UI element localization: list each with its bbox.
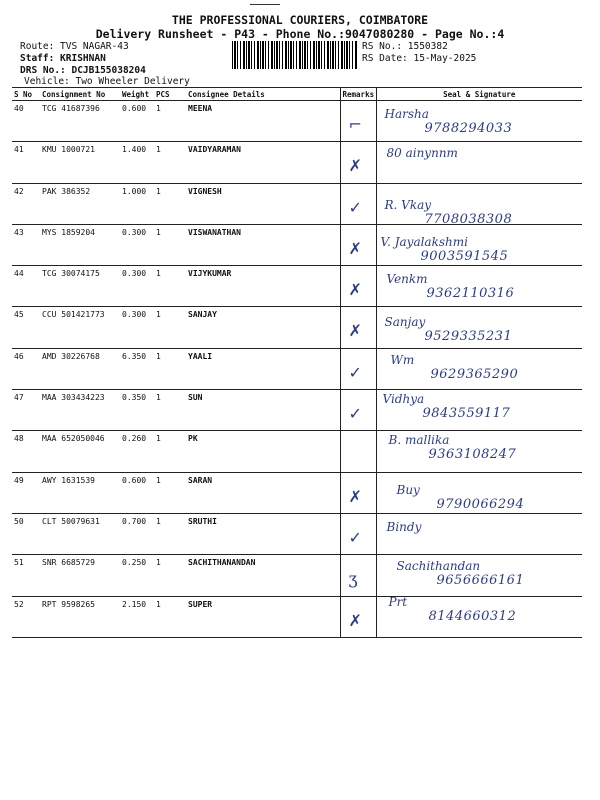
- cell-signature: [376, 596, 582, 637]
- cell-pcs: 1: [154, 472, 186, 513]
- cell-consignment-no: MAA 303434223: [40, 390, 120, 431]
- cell-sno: 50: [12, 513, 40, 554]
- cell-consignment-no: TCG 41687396: [40, 101, 120, 142]
- handwritten-signature: [385, 198, 513, 227]
- handwritten-signature: [381, 235, 509, 264]
- signature-phone: 7708038308: [424, 211, 513, 227]
- signature-phone: 8144660312: [428, 608, 517, 624]
- col-header-signature: Seal & Signature: [376, 88, 582, 101]
- cell-weight: 0.260: [120, 431, 154, 472]
- cell-consignee: MEENA: [186, 101, 340, 142]
- cell-consignee: VISWANATHAN: [186, 224, 340, 265]
- signature-name: Wm: [390, 352, 415, 367]
- cell-sno: 52: [12, 596, 40, 637]
- handwritten-signature: [387, 146, 458, 175]
- cell-sno: 42: [12, 183, 40, 224]
- cell-consignment-no: RPT 9598265: [40, 596, 120, 637]
- cell-sno: 43: [12, 224, 40, 265]
- col-header-consignee: Consignee Details: [186, 88, 340, 101]
- cell-remarks: [340, 142, 376, 183]
- cell-consignee: PK: [186, 431, 340, 472]
- cell-sno: 45: [12, 307, 40, 348]
- cell-sno: 46: [12, 348, 40, 389]
- cell-consignee: SARAN: [186, 472, 340, 513]
- cell-signature: [376, 472, 582, 513]
- cell-remarks: [340, 431, 376, 472]
- col-header-consignment: Consignment No: [40, 88, 120, 101]
- signature-name: R. Vkay: [384, 197, 432, 212]
- col-header-weight: Weight: [120, 88, 154, 101]
- cell-pcs: 1: [154, 224, 186, 265]
- remark-tick-mark: ʒ: [348, 569, 358, 589]
- signature-name: B. mallika: [388, 433, 450, 448]
- cell-sno: 49: [12, 472, 40, 513]
- cell-pcs: 1: [154, 101, 186, 142]
- cell-consignment-no: MAA 652050046: [40, 431, 120, 472]
- table-row: [12, 224, 582, 265]
- signature-name: Venkm: [386, 272, 428, 287]
- cell-consignment-no: PAK 386352: [40, 183, 120, 224]
- cell-sno: 41: [12, 142, 40, 183]
- cell-pcs: 1: [154, 348, 186, 389]
- cell-remarks: [340, 513, 376, 554]
- cell-signature: [376, 555, 582, 596]
- signature-name: Harsha: [384, 107, 429, 121]
- table-row: [12, 266, 582, 307]
- cell-sno: 51: [12, 555, 40, 596]
- table-row: [12, 390, 582, 431]
- cell-remarks: [340, 472, 376, 513]
- cell-pcs: 1: [154, 555, 186, 596]
- table-row: [12, 142, 582, 183]
- cell-consignee: SACHITHANANDAN: [186, 555, 340, 596]
- table-row: [12, 431, 582, 472]
- handwritten-signature: [387, 520, 427, 549]
- cell-consignment-no: CLT 50079631: [40, 513, 120, 554]
- signature-phone: 9788294033: [424, 121, 513, 136]
- signature-name: Sachithandan: [396, 559, 481, 574]
- cell-consignee: SANJAY: [186, 307, 340, 348]
- remark-tick-mark: ✓: [348, 362, 362, 382]
- cell-weight: 1.400: [120, 142, 154, 183]
- cell-signature: [376, 348, 582, 389]
- col-header-sno: S No: [12, 88, 40, 101]
- table-row: [12, 555, 582, 596]
- cell-consignee: SUPER: [186, 596, 340, 637]
- signature-phone: 9629365290: [430, 366, 519, 382]
- cell-remarks: [340, 596, 376, 637]
- signature-phone: 9363108247: [428, 447, 517, 463]
- runsheet-subtitle: Delivery Runsheet - P43 - Phone No.:9047080280 - Page No.:4: [95, 27, 505, 41]
- cell-pcs: 1: [154, 431, 186, 472]
- cell-weight: 1.000: [120, 183, 154, 224]
- handwritten-signature: [387, 272, 515, 301]
- runsheet-table: [12, 88, 582, 638]
- cell-signature: [376, 224, 582, 265]
- handwritten-signature: [389, 595, 517, 624]
- table-row: [12, 596, 582, 637]
- remark-tick-mark: ✓: [348, 404, 362, 424]
- rs-number: RS No.: 1550382: [362, 41, 448, 52]
- cell-signature: [376, 142, 582, 183]
- cell-weight: 0.600: [120, 472, 154, 513]
- cell-pcs: 1: [154, 596, 186, 637]
- cell-signature: [376, 266, 582, 307]
- route-label: Route: TVS NAGAR-43: [20, 41, 129, 52]
- cell-weight: 0.600: [120, 101, 154, 142]
- cell-consignment-no: TCG 30074175: [40, 266, 120, 307]
- cell-weight: 0.350: [120, 390, 154, 431]
- signature-phone: 9362110316: [426, 286, 515, 302]
- cell-weight: 6.350: [120, 348, 154, 389]
- remark-tick-mark: ✗: [348, 610, 362, 630]
- cell-weight: 0.700: [120, 513, 154, 554]
- signature-name: Bindy: [386, 519, 422, 534]
- cell-consignee: SRUTHI: [186, 513, 340, 554]
- signature-name: Prt: [388, 594, 408, 609]
- cell-weight: 0.300: [120, 224, 154, 265]
- cell-consignment-no: KMU 1000721: [40, 142, 120, 183]
- cell-pcs: 1: [154, 390, 186, 431]
- signature-phone: 9656666161: [436, 573, 525, 589]
- signature-phone: 9790066294: [436, 496, 525, 512]
- remark-tick-mark: ✗: [348, 238, 362, 258]
- cell-signature: [376, 513, 582, 554]
- barcode-image: [232, 41, 358, 69]
- table-row: [12, 307, 582, 348]
- cell-remarks: [340, 266, 376, 307]
- signature-name: V. Jayalakshmi: [380, 234, 468, 249]
- cell-remarks: [340, 390, 376, 431]
- cell-signature: [376, 431, 582, 472]
- remark-tick-mark: ✗: [348, 280, 362, 300]
- cell-pcs: 1: [154, 183, 186, 224]
- vehicle-label: Vehicle: Two Wheeler Delivery: [24, 76, 190, 87]
- cell-remarks: [340, 183, 376, 224]
- cell-signature: [376, 390, 582, 431]
- cell-sno: 48: [12, 431, 40, 472]
- cell-weight: 2.150: [120, 596, 154, 637]
- table-row: [12, 183, 582, 224]
- cell-pcs: 1: [154, 307, 186, 348]
- handwritten-signature: [391, 353, 519, 382]
- col-header-remarks: Remarks: [340, 88, 376, 101]
- top-pen-mark: [250, 4, 280, 5]
- cell-consignee: VIGNESH: [186, 183, 340, 224]
- cell-consignee: VAIDYARAMAN: [186, 142, 340, 183]
- table-row: [12, 101, 582, 142]
- cell-weight: 0.300: [120, 307, 154, 348]
- remark-tick-mark: ✓: [348, 197, 362, 217]
- cell-consignment-no: CCU 501421773: [40, 307, 120, 348]
- cell-remarks: [340, 224, 376, 265]
- cell-signature: [376, 101, 582, 142]
- table-header-row: [12, 88, 582, 101]
- cell-pcs: 1: [154, 266, 186, 307]
- remark-tick-mark: ✗: [348, 321, 362, 341]
- handwritten-signature: [397, 483, 525, 512]
- handwritten-signature: [397, 559, 525, 588]
- signature-name: Buy: [396, 482, 420, 497]
- cell-remarks: [340, 348, 376, 389]
- cell-signature: [376, 183, 582, 227]
- col-header-pcs: PCS: [154, 88, 186, 101]
- staff-label: Staff: KRISHNAN: [20, 53, 106, 64]
- cell-remarks: [340, 307, 376, 348]
- cell-sno: 44: [12, 266, 40, 307]
- table-row: [12, 513, 582, 554]
- table-row: [12, 348, 582, 389]
- rs-date: RS Date: 15-May-2025: [362, 53, 477, 64]
- signature-phone: 9843559117: [422, 406, 511, 422]
- handwritten-signature: [389, 433, 517, 462]
- cell-pcs: 1: [154, 142, 186, 183]
- signature-name: Vidhya: [382, 392, 425, 407]
- cell-remarks: [340, 101, 376, 142]
- cell-consignment-no: AWY 1631539: [40, 472, 120, 513]
- cell-consignment-no: AMD 30226768: [40, 348, 120, 389]
- cell-consignment-no: SNR 6685729: [40, 555, 120, 596]
- signature-phone: 9529335231: [424, 329, 513, 345]
- cell-consignment-no: MYS 1859204: [40, 224, 120, 265]
- handwritten-signature: [383, 392, 511, 421]
- handwritten-signature: [385, 315, 513, 344]
- signature-name: 80 ainynnm: [386, 146, 458, 161]
- signature-name: Sanjay: [384, 315, 426, 330]
- cell-sno: 40: [12, 101, 40, 142]
- cell-weight: 0.300: [120, 266, 154, 307]
- cell-sno: 47: [12, 390, 40, 431]
- remark-tick-mark: ✗: [348, 156, 362, 176]
- cell-consignee: VIJYKUMAR: [186, 266, 340, 307]
- cell-remarks: [340, 555, 376, 596]
- cell-signature: [376, 307, 582, 348]
- signature-phone: 9003591545: [420, 248, 509, 264]
- handwritten-signature: [385, 107, 513, 136]
- remark-tick-mark: ✓: [348, 527, 362, 547]
- company-title: THE PROFESSIONAL COURIERS, COIMBATORE: [171, 13, 429, 27]
- remark-tick-mark: ✗: [348, 486, 362, 506]
- drs-label: DRS No.: DCJB155038204: [20, 65, 146, 76]
- cell-weight: 0.250: [120, 555, 154, 596]
- cell-consignee: YAALI: [186, 348, 340, 389]
- cell-pcs: 1: [154, 513, 186, 554]
- table-row: [12, 472, 582, 513]
- cell-consignee: SUN: [186, 390, 340, 431]
- remark-tick-mark: ⌐: [348, 115, 362, 134]
